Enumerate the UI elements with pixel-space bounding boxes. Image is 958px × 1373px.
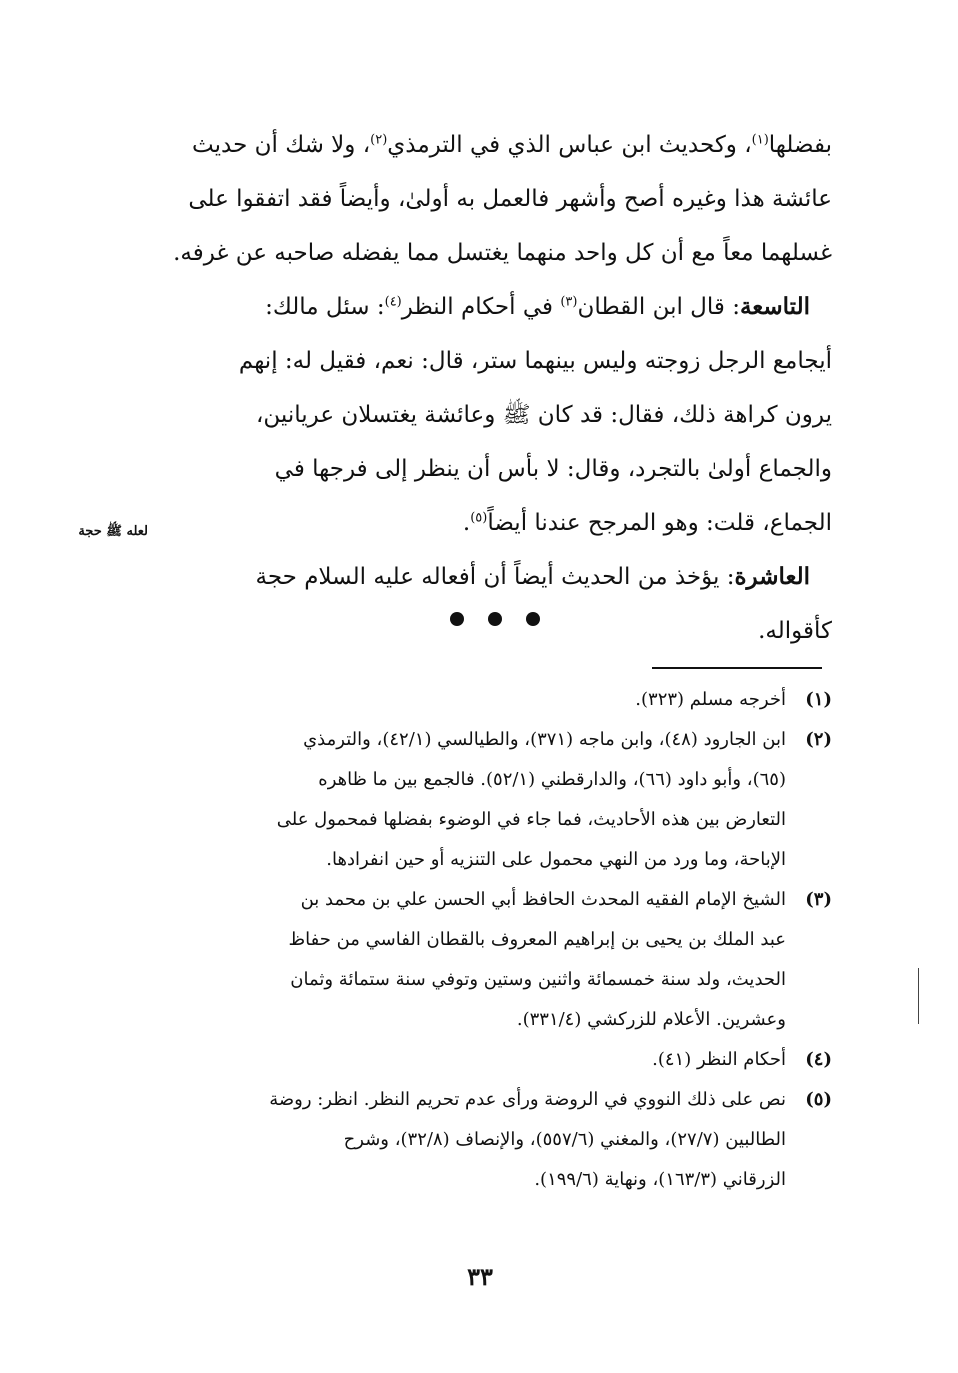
- text-line: كأقواله.: [758, 618, 832, 644]
- footnote-ref[interactable]: (٤): [384, 294, 402, 310]
- footnote: [160, 1080, 832, 1200]
- text-line: الجماع، قلت: وهو المرجح عندنا أيضاً$^{(٥)}$.: [462, 510, 832, 536]
- footnote-rule: [652, 667, 822, 669]
- footnote: [160, 680, 832, 720]
- text-line: والجماع أولىٰ بالتجرد، وقال: لا بأس أن ينظر إلى فرجها في: [274, 456, 832, 482]
- footnote-line: عبد الملك بن يحيى بن إبراهيم المعروف بالقطان الفاسي من حفاظ: [288, 929, 786, 950]
- footnote-ref[interactable]: (٢): [370, 132, 388, 148]
- main-text: [160, 118, 832, 658]
- footnote-number: (٣): [805, 889, 832, 910]
- footnote: [160, 1040, 832, 1080]
- footnote-line: (٦٥)، وأبو داود (٦٦)، والدارقطني (٥٢/١). فالجمع بين ما ظاهره: [318, 769, 786, 790]
- section-heading: التاسعة: [739, 293, 810, 320]
- footnote-line: وعشرين. الأعلام للزركشي (٣٣١/٤).: [516, 1009, 786, 1030]
- footnote-number: (٢): [805, 729, 832, 750]
- footnote-line: نص على ذلك النووي في الروضة ورأى عدم تحريم النظر. انظر: روضة: [269, 1089, 786, 1110]
- separator-dot: [450, 612, 464, 626]
- text-line: العاشرة: يؤخذ من الحديث أيضاً أن أفعاله عليه السلام حجة: [255, 563, 810, 590]
- footnote-line: أخرجه مسلم (٣٢٣).: [635, 689, 786, 710]
- separator-dot: [488, 612, 502, 626]
- footnote-ref[interactable]: (٣): [560, 294, 578, 310]
- footnote-ref[interactable]: (٥): [470, 510, 488, 526]
- footnote-line: أحكام النظر (٤١).: [652, 1049, 786, 1070]
- text-line: بفضلها$^{(١)}$، وكحديث ابن عباس الذي في الترمذي$^{(٢)}$، ولا شك أن حديث: [192, 132, 832, 158]
- footnote-line: ابن الجارود (٤٨)، وابن ماجه (٣٧١)، والطيالسي (٤٢/١)، والترمذي: [303, 729, 786, 750]
- footnote: [160, 720, 832, 880]
- page-number: ٣٣: [467, 1262, 493, 1291]
- footnote-number: (١): [805, 689, 832, 710]
- footnote-number: (٥): [805, 1089, 832, 1110]
- footnote-number: (٤): [805, 1049, 832, 1070]
- footnote: [160, 880, 832, 1040]
- footnote-line: الطالبين (٢٧/٧)، والمغني (٥٥٧/٦)، والإنصاف (٣٢/٨)، وشرح: [343, 1129, 786, 1150]
- footnote-line: الإباحة، وما ورد من النهي محمول على التنزيه أو حين انفرادها.: [326, 849, 786, 870]
- text-line: التاسعة: قال ابن القطان$^{(٣)}$ في أحكام النظر$^{(٤)}$: سئل مالك:: [265, 293, 810, 320]
- text-line: غسلهما معاً مع أن كل واحد منهما يغتسل مما يفضله صاحبه عن غرفه.: [173, 240, 832, 266]
- footnote-line: الحديث، ولد سنة خمسمائة واثنين وستين وتوفي سنة ستمائة وثمان: [290, 969, 786, 990]
- text-line: يرون كراهة ذلك، فقال: قد كان ﷺ وعائشة يغتسلان عريانين،: [256, 402, 832, 428]
- footnote-line: الزرقاني (١٦٣/٣)، ونهاية (١٩٩/٦).: [534, 1169, 786, 1190]
- footnote-ref[interactable]: (١): [751, 132, 769, 148]
- text-line: عائشة هذا وغيره أصح وأشهر فالعمل به أولىٰ، وأيضاً فقد اتفقوا على: [188, 186, 832, 212]
- footnotes: [160, 680, 832, 1200]
- text-line: أيجامع الرجل زوجته وليس بينهما ستر، قال: نعم، فقيل له: إنهم: [238, 348, 832, 374]
- separator-dot: [526, 612, 540, 626]
- scan-mark: [918, 968, 919, 1024]
- section-separator: [450, 612, 540, 626]
- section-heading: العاشرة: [734, 563, 810, 590]
- footnote-line: التعارض بين هذه الأحاديث، فما جاء في الوضوء بفضلها فمحمول على: [276, 809, 786, 830]
- margin-note: لعله ﷺ حجة: [78, 524, 148, 539]
- footnote-line: الشيخ الإمام الفقيه المحدث الحافظ أبي الحسن علي بن محمد بن: [300, 889, 786, 910]
